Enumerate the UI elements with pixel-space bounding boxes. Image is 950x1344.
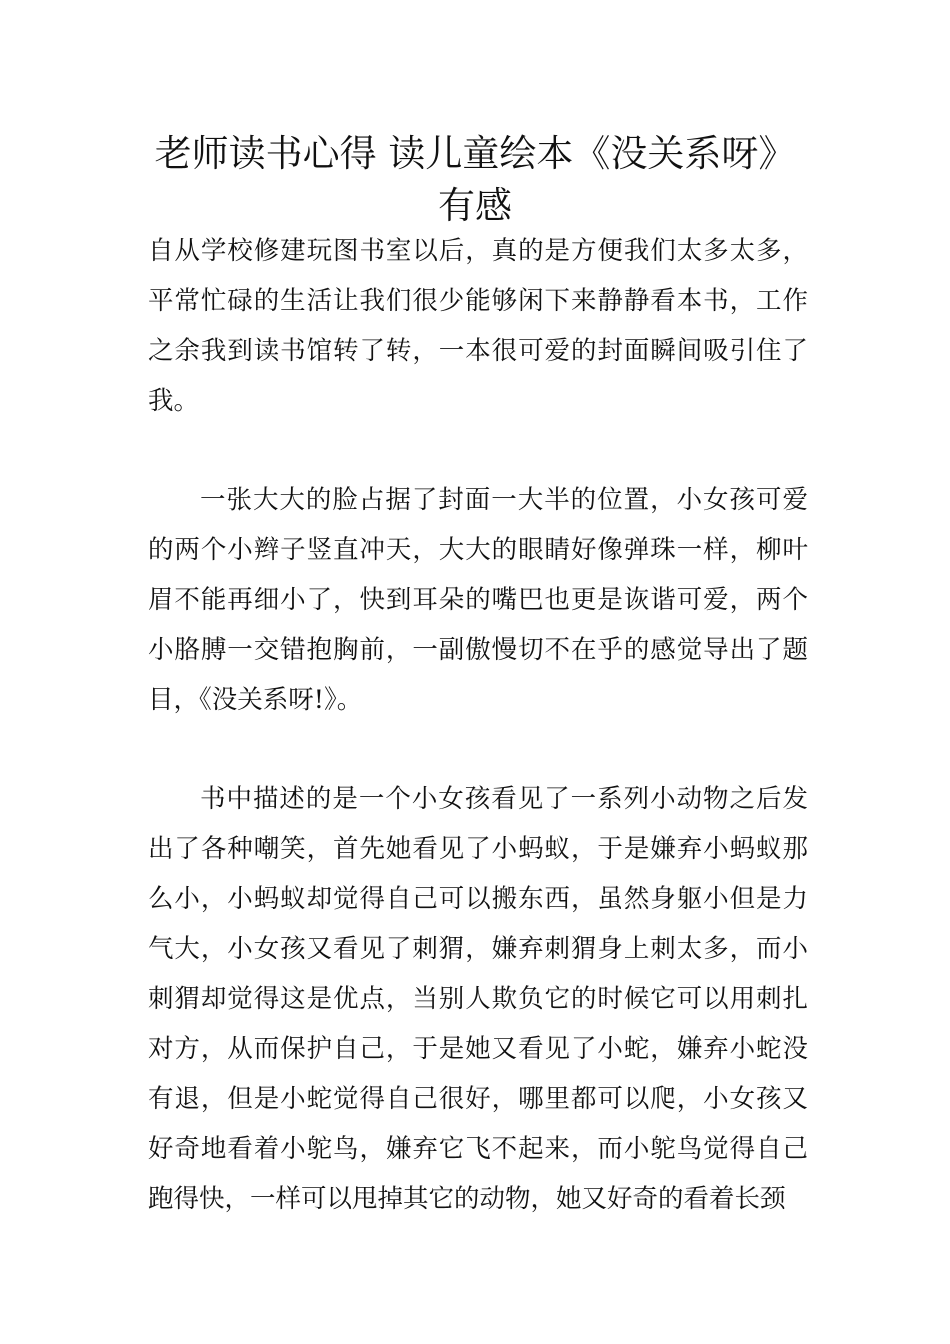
document-title: 老师读书心得 读儿童绘本《没关系呀》有感 — [154, 132, 796, 227]
paragraph-3: 书中描述的是一个小女孩看见了一系列小动物之后发出了各种嘲笑，首先她看见了小蚂蚁，于是嫌弃小蚂蚁那么小，小蚂蚁却觉得自己可以搬东西，虽然身躯小但是力气大，小女孩又看见了刺猬，嫌弃刺猬身上刺太多，而小刺猬却觉得这是优点，当别人欺负它的时候它可以用刺扎对方，从而保护自己，于是她又看见了小蛇，嫌弃小蛇没有退，但是小蛇觉得自己很好，哪里都可以爬，小女孩又好奇地看着小鸵鸟，嫌弃它飞不起来，而小鸵鸟觉得自己跑得快，一样可以甩掉其它的动物，她又好奇的看着长颈 — [148, 784, 808, 1214]
paragraph-2: 一张大大的脸占据了封面一大半的位置，小女孩可爱的两个小辫子竖直冲天，大大的眼睛好像弹珠一样，柳叶眉不能再细小了，快到耳朵的嘴巴也更是诙谐可爱，两个小胳膊一交错抱胸前，一副傲慢切不在乎的感觉导出了题目，《没关系呀!》。 — [148, 485, 808, 715]
paragraph-1: 自从学校修建玩图书室以后，真的是方便我们太多太多，平常忙碌的生活让我们很少能够闲下来静静看本书，工作之余我到读书馆转了转，一本很可爱的封面瞬间吸引住了我。 — [148, 236, 808, 416]
